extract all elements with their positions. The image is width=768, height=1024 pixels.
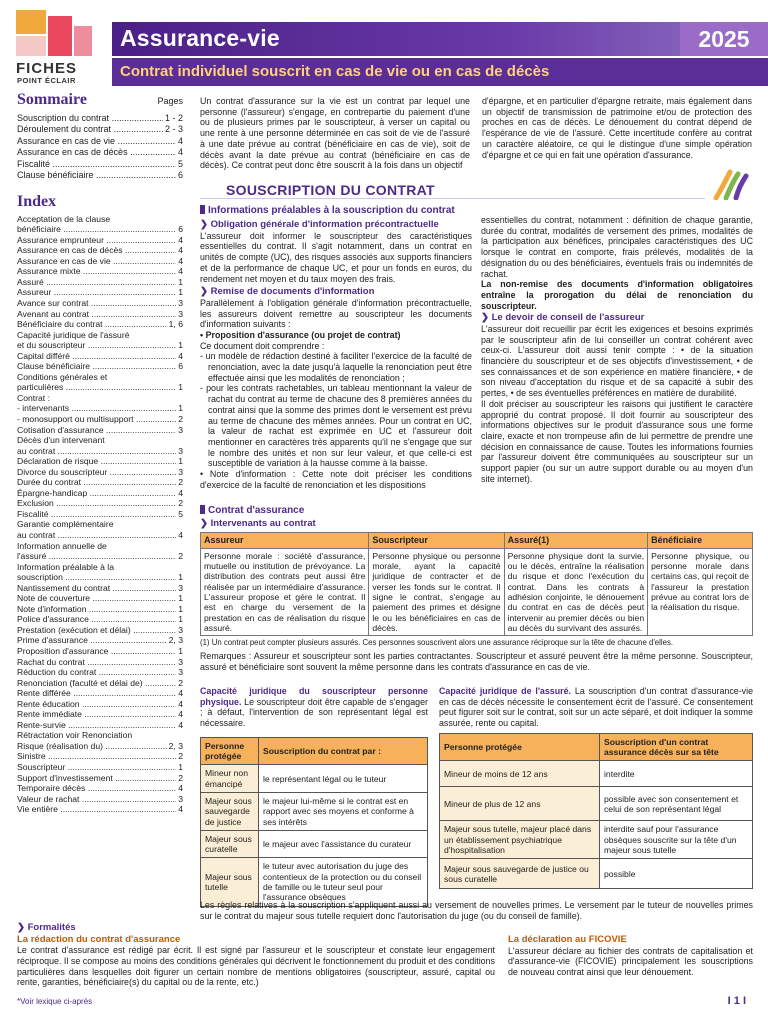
intro bbox=[200, 96, 753, 171]
index-item[interactable] bbox=[17, 709, 183, 720]
index-item-label: Vie entière ..... bbox=[17, 804, 176, 815]
index-item-label: Sinistre ..... bbox=[17, 751, 176, 762]
page-number: I 1 I bbox=[727, 995, 746, 1007]
sommaire-item-label: Clause bénéficiaire ..... bbox=[17, 170, 176, 182]
section-col-left bbox=[200, 205, 472, 491]
index-item-page: 2 bbox=[178, 772, 183, 783]
index-item[interactable] bbox=[17, 403, 183, 414]
t1-h1: Souscription du contrat par : bbox=[259, 737, 428, 765]
index-item-page: 1 bbox=[178, 456, 183, 467]
index-item-label: - monosupport ou multisupport ..... bbox=[17, 414, 176, 425]
index-item-page: 2, 3 bbox=[168, 635, 183, 646]
index-item[interactable] bbox=[17, 551, 183, 562]
logo bbox=[12, 10, 104, 88]
index-item-page: 1 bbox=[178, 287, 183, 298]
index-item-label: et du souscripteur ..... bbox=[17, 340, 176, 351]
bar-icon bbox=[200, 505, 205, 514]
index-item[interactable] bbox=[17, 572, 183, 583]
th-souscripteur: Souscripteur bbox=[369, 532, 504, 548]
index-item[interactable] bbox=[17, 361, 183, 372]
index-item-label: Information préalable à la bbox=[17, 561, 114, 572]
index-item-label: Police d'assurance ..... bbox=[17, 614, 176, 625]
redaction-text: Le contrat d'assurance est rédigé par écrit. Il est signé par l'assureur et le souscripteur et constate leur engagement réciproque. Il se compose au moins des conditions générales qui décrivent le fonctionnement du produit et des conditions particulières dans lesquelles doit figurer un certain nombre de mentions obligatoires (souscripteur, assuré, capital ou rente, garanties, bénéficiaire(s) du capital ou de la rente, etc.) bbox=[17, 945, 495, 988]
index-item[interactable] bbox=[17, 625, 183, 636]
index-item-page bbox=[181, 393, 183, 404]
index-item-label: Contrat : bbox=[17, 392, 50, 403]
sommaire-item[interactable] bbox=[17, 124, 183, 136]
obligation-text: L'assureur doit informer le souscripteur des caractéristiques essentielles du contrat. Il s'agit notamment, dans un contrat en unités de compte (UC), des risques associés aux supports financiers et de la performance de chaque UC, et pour un fonds en euros, du rendement net moyen et du taux moyen des frais. bbox=[200, 230, 472, 284]
sommaire-item-page: 1 - 2 bbox=[164, 112, 183, 123]
th-beneficiaire: Bénéficiaire bbox=[648, 532, 753, 548]
index-item-page: 1 bbox=[178, 403, 183, 414]
index-item-label: Capacité juridique de l'assuré bbox=[17, 329, 130, 340]
index-item-label: Proposition d'assurance ..... bbox=[17, 646, 176, 657]
index-item-page: 3 bbox=[178, 308, 183, 319]
logo-block-red bbox=[48, 16, 72, 56]
t2-r3-k: Majeur sous sauvegarde de justice ou sous curatelle bbox=[440, 859, 600, 889]
index-item-label: Prestation (exécution et délai) ..... bbox=[17, 625, 176, 636]
bar-icon bbox=[200, 205, 205, 214]
index-item[interactable] bbox=[17, 477, 183, 488]
index-item-label: Conditions générales et bbox=[17, 371, 108, 382]
index-item[interactable] bbox=[17, 435, 183, 446]
proposition-intro: Ce document doit comprendre : bbox=[200, 340, 325, 351]
index-item-page: 4 bbox=[178, 350, 183, 361]
index-item[interactable] bbox=[17, 541, 183, 552]
index-item-label: Nantissement du contrat ..... bbox=[17, 583, 176, 594]
index-item-page: 2 bbox=[178, 551, 183, 562]
obligation-title: Obligation générale d'information précontractuelle bbox=[210, 219, 439, 231]
sommaire-item-page: 2 - 3 bbox=[164, 124, 183, 135]
t1-r3-v: le tuteur avec autorisation du juge des contentieux de la protection ou du conseil de famille ou le tuteur seul pour l'assurance obsèques bbox=[259, 858, 428, 906]
index-item-page: 6 bbox=[178, 361, 183, 372]
section-col-right bbox=[481, 215, 753, 484]
index-item-label: Prime d'assurance ..... bbox=[17, 635, 167, 646]
index-item-label: Garantie complémentaire bbox=[17, 519, 114, 530]
index-item-label: Support d'investissement ..... bbox=[17, 773, 176, 784]
left-column bbox=[17, 90, 183, 815]
index-item[interactable] bbox=[17, 762, 183, 773]
sommaire-item[interactable] bbox=[17, 170, 183, 182]
index-item[interactable] bbox=[17, 456, 183, 467]
index-item[interactable] bbox=[17, 804, 183, 815]
index-item-label: Avenant au contrat ..... bbox=[17, 309, 176, 320]
index-item[interactable] bbox=[17, 319, 183, 330]
index-item-page: 1 bbox=[178, 603, 183, 614]
index-item-label: Information annuelle de bbox=[17, 540, 107, 551]
index-item-label: Assurance en cas de décès ..... bbox=[17, 245, 176, 256]
index-item-page bbox=[181, 562, 183, 573]
index-item[interactable] bbox=[17, 372, 183, 383]
index-item[interactable] bbox=[17, 245, 183, 256]
index-item-label: Fiscalité ..... bbox=[17, 509, 176, 520]
t1-r1-v: le majeur lui-même si le contrat est en rapport avec ses moyens et conforme à ses intérêts bbox=[259, 793, 428, 831]
index-item[interactable] bbox=[17, 667, 183, 678]
index-item[interactable] bbox=[17, 224, 183, 235]
index-item-page: 2 bbox=[178, 413, 183, 424]
index-item[interactable] bbox=[17, 688, 183, 699]
intro-col2: d'épargne, et en particulier d'épargne retraite, mais également dans un objectif de transmission de patrimoine et/ou de protection des proches en cas de décès. Le dénouement du contrat dépend de l'espérance de vie de l'assuré. Cette incertitude confère au contrat un caractère aléatoire, ce qui le distingue d'une simple opération d'épargne et ce qui en fait une opération d'assurance. bbox=[482, 96, 752, 160]
sommaire-item-label: Assurance en cas de vie ..... bbox=[17, 136, 176, 148]
index-item[interactable] bbox=[17, 425, 183, 436]
remise-text: Parallèlement à l'obligation générale d'information précontractuelle, les assureurs doivent remettre au souscripteur les documents d'information suivants : bbox=[200, 297, 472, 330]
index-item-page: 1 bbox=[178, 382, 183, 393]
index-item[interactable] bbox=[17, 699, 183, 710]
index-item[interactable] bbox=[17, 467, 183, 478]
formalites-title: Formalités bbox=[27, 922, 76, 933]
sommaire-item-page: 5 bbox=[177, 158, 183, 169]
pages-label: Pages bbox=[157, 96, 183, 106]
ficovie-text: L'assureur déclare au fichier des contrats de capitalisation et d'assurance-vie (FICOVIE) principalement les souscriptions de nouveau contrat ainsi que leur dénouement. bbox=[508, 945, 753, 977]
index-item-label: Exclusion ..... bbox=[17, 498, 176, 509]
index-item-page: 1 bbox=[178, 340, 183, 351]
logo-sub: POINT ÉCLAIR bbox=[17, 76, 76, 85]
index-item[interactable] bbox=[17, 235, 183, 246]
index-item-page: 4 bbox=[178, 709, 183, 720]
header-banner bbox=[112, 22, 768, 56]
index-item-page: 3 bbox=[178, 667, 183, 678]
intro-col1: Un contrat d'assurance sur la vie est un contrat par lequel une personne (l'assureur) s'engage, en contrepartie du paiement d'une ou de plusieurs primes par le souscripteur, à verser un capital ou une rente à une personne déterminée en cas soit de vie de l'assuré à une date prévue au contrat (bénéficiaire en cas de vie), soit de décès avant la date prévue au contrat (bénéficiaire en cas de décès). Ce contrat peut donc être souscrit à la fois dans un objectif bbox=[200, 96, 470, 171]
index-item-label: Assurance en cas de vie ..... bbox=[17, 256, 176, 267]
index-item-page: 4 bbox=[178, 245, 183, 256]
index-item-label: Bénéficiaire du contrat ..... bbox=[17, 319, 167, 330]
logo-block-pink bbox=[16, 36, 46, 56]
cell-souscripteur: Personne physique ou personne morale, ayant la capacité juridique de contracter et de verser les fonds sur le contrat. Il signe le contrat, s'engage au paiement des primes et désigne le ou les bénéficiaires en cas de décès. bbox=[369, 548, 504, 635]
sommaire-item[interactable] bbox=[17, 147, 183, 159]
proposition-item-1: - un modèle de rédaction destiné à faciliter l'exercice de la faculté de renonciation, avec la date jusqu'à laquelle la renonciation peut être effectuée ainsi que les modalités de renonciation ; bbox=[200, 351, 472, 383]
sommaire-item-page: 4 bbox=[177, 147, 183, 158]
index-item-page: 6 bbox=[178, 224, 183, 235]
index-item-page: 4 bbox=[178, 804, 183, 815]
index-item-label: Décès d'un intervenant bbox=[17, 435, 105, 446]
sommaire-item[interactable] bbox=[17, 136, 183, 148]
footnote: (1) Un contrat peut compter plusieurs assurés. Ces personnes souscrivent alors une assurance réciproque sur la tête de chacune d'elles. bbox=[200, 638, 674, 648]
index-item[interactable] bbox=[17, 678, 183, 689]
index-item-page bbox=[181, 435, 183, 446]
index-item-label: Déclaration de risque ..... bbox=[17, 456, 176, 467]
index-item[interactable] bbox=[17, 287, 183, 298]
index-item[interactable] bbox=[17, 783, 183, 794]
index-item[interactable] bbox=[17, 414, 183, 425]
souscripteur-table bbox=[200, 737, 428, 907]
subtitle-band bbox=[112, 58, 768, 86]
t1-r0-v: le représentant légal ou le tuteur bbox=[259, 765, 428, 793]
index-item-page: 4 bbox=[178, 266, 183, 277]
index-item-label: Divorce du souscripteur ..... bbox=[17, 467, 176, 478]
index-item[interactable] bbox=[17, 498, 183, 509]
index-item-page: 2, 3 bbox=[168, 740, 183, 751]
capacite-assure-title: Capacité juridique de l'assuré. bbox=[439, 686, 572, 696]
index-item-label: Capital différé ..... bbox=[17, 351, 176, 362]
cell-assureur: Personne morale : société d'assurance, mutuelle ou institution de prévoyance. La distribution des contrats peut aussi être réalisée par un intermédiaire d'assurance. L'assureur propose et gère le contrat. Il est en charge du versement de la prestation en cas de réalisation du risque assuré. bbox=[201, 548, 369, 635]
index-item-label: Note de couverture ..... bbox=[17, 593, 176, 604]
index-item-page bbox=[181, 730, 183, 741]
section-title: SOUSCRIPTION DU CONTRAT bbox=[226, 182, 435, 198]
index-item-page: 4 bbox=[178, 487, 183, 498]
formalites bbox=[17, 922, 495, 988]
index-list bbox=[17, 214, 183, 815]
index-item-page: 3 bbox=[178, 793, 183, 804]
chevron-right-icon: ❯ bbox=[200, 518, 208, 530]
conseil-text: L'assureur doit recueillir par écrit les exigences et besoins exprimés par le souscripteur afin de lui conseiller un contrat cohérent avec ceux-ci. L'assureur doit aussi tenir compte : • de la situation financière du souscripteur et de ses objectifs d'investissement, • de ses connaissances et de son expérience en matière financière, • de son niveau d'acceptation du risque et de sa capacité à subir des pertes, • de ses éventuelles préférences en matière de durabilité. bbox=[481, 323, 753, 399]
sommaire-item[interactable] bbox=[17, 159, 183, 171]
redaction-title: La rédaction du contrat d'assurance bbox=[17, 933, 181, 945]
remise-title: Remise de documents d'information bbox=[210, 286, 375, 298]
intervenants-title: Intervenants au contrat bbox=[210, 518, 316, 530]
index-item-label: Assurance emprunteur ..... bbox=[17, 235, 176, 246]
t1-r0-k: Mineur non émancipé bbox=[201, 765, 259, 793]
index-item-page: 1 bbox=[178, 593, 183, 604]
ficovie-title: La déclaration au FICOVIE bbox=[508, 934, 627, 945]
index-item-label: Risque (réalisation du) ..... bbox=[17, 741, 167, 752]
note-continued: essentielles du contrat, notamment : définition de chaque garantie, durée du contrat, modalités de versement des primes, modalités de la participation aux bénéfices, principales caractéristiques des UC lorsque le contrat en comporte, frais prélevés, modalités de la désignation du ou des bénéficiaires, éventuels frais ou indemnités de rachat. bbox=[481, 215, 753, 279]
t2-r2-v: interdite sauf pour l'assurance obsèques souscrite sur la tête d'un majeur sous tutelle bbox=[600, 821, 753, 859]
cell-beneficiaire: Personne physique, ou personne morale dans certains cas, qui reçoit de l'assureur la prestation prévue au contrat lors de la réalisation du risque. bbox=[648, 548, 753, 635]
t2-h0: Personne protégée bbox=[440, 733, 600, 761]
t2-r1-k: Mineur de plus de 12 ans bbox=[440, 787, 600, 821]
capacite-souscripteur bbox=[200, 686, 428, 907]
index-item-page: 3 bbox=[178, 445, 183, 456]
index-item-label: Souscripteur ..... bbox=[17, 762, 176, 773]
sommaire-list bbox=[17, 113, 183, 183]
index-item[interactable] bbox=[17, 635, 183, 646]
th-assure: Assuré(1) bbox=[504, 532, 648, 548]
index-item-page: 1, 6 bbox=[168, 319, 183, 330]
conseil-text-2: Il doit préciser au souscripteur les raisons qui justifient le caractère approprié du contrat proposé. Il doit fournir au souscripteur des informations objectives sur le produit d'assurance sous une forme claire, exacte et non trompeuse afin de lui permettre de prendre une décision en connaissance de cause. Toutes les informations fournies par l'assureur doivent être communiquées au souscripteur sur un support papier (ou sur un autre support durable ou au moyen d'un site internet). bbox=[481, 398, 753, 484]
year-badge: 2025 bbox=[680, 22, 768, 56]
index-item-label: Rétractation voir Renonciation bbox=[17, 730, 133, 741]
index-item[interactable] bbox=[17, 720, 183, 731]
page-subtitle: Contrat individuel souscrit en cas de vie ou en cas de décès bbox=[120, 63, 550, 80]
sommaire-item-label: Déroulement du contrat ..... bbox=[17, 124, 163, 136]
index-item-label: Rente immédiate ..... bbox=[17, 709, 176, 720]
index-item[interactable] bbox=[17, 446, 183, 457]
index-item-label: souscription ..... bbox=[17, 572, 176, 583]
intervenants-table bbox=[200, 532, 753, 636]
index-item-label: Avance sur contrat ..... bbox=[17, 298, 176, 309]
index-item-page bbox=[181, 214, 183, 225]
capacite-assure-text: La souscription d'un contrat d'assurance-vie en cas de décès nécessite le consentement écrit de l'assuré. Ce consentement peut figurer soit sur le contrat, soit sur un acte séparé, et doit indiquer la somme assurée, rente ou capital. bbox=[439, 686, 754, 729]
index-item-label: Assureur ..... bbox=[17, 287, 176, 298]
index-item-page: 4 bbox=[178, 530, 183, 540]
regles-text: Les règles relatives à la souscription s'appliquent aussi au versement de nouvelles primes. Le versement par le tuteur de nouvelles primes sur le contrat du majeur sous tutelle requiert donc l'autorisation du juge (ou du conseil de famille). bbox=[200, 900, 753, 921]
regles bbox=[200, 900, 753, 921]
index-item-page: 2 bbox=[178, 498, 183, 509]
index-item-page bbox=[181, 541, 183, 552]
index-item-page: 4 bbox=[178, 783, 183, 794]
t1-r2-v: le majeur avec l'assistance du curateur bbox=[259, 830, 428, 858]
index-item[interactable] bbox=[17, 751, 183, 762]
index-item-label: Clause bénéficiaire ..... bbox=[17, 361, 176, 372]
info-title: Informations préalables à la souscription du contrat bbox=[208, 205, 455, 216]
capacite-souscripteur-title: Capacité juridique du souscripteur personne physique. bbox=[200, 686, 428, 707]
index-item-page: 1 bbox=[178, 572, 183, 583]
index-item-label: - intervenants ..... bbox=[17, 403, 176, 414]
index-item-label: Valeur de rachat ..... bbox=[17, 794, 176, 805]
index-item-label: particulières ..... bbox=[17, 382, 176, 393]
index-item-page: 3 bbox=[178, 656, 183, 667]
index-item-label: bénéficiaire ..... bbox=[17, 224, 176, 235]
index-item-page: 4 bbox=[178, 719, 183, 730]
index-item-page: 2 bbox=[178, 751, 183, 762]
index-item-label: Rente-survie ..... bbox=[17, 720, 176, 731]
index-item-label: Durée du contrat ..... bbox=[17, 477, 176, 488]
index-item[interactable] bbox=[17, 309, 183, 320]
lexique-note: *Voir lexique ci-après bbox=[17, 997, 93, 1006]
index-item[interactable] bbox=[17, 330, 183, 341]
index-item-label: Rachat du contrat ..... bbox=[17, 657, 176, 668]
sommaire-item-page: 6 bbox=[177, 170, 183, 181]
index-item[interactable] bbox=[17, 488, 183, 499]
t1-h0: Personne protégée bbox=[201, 737, 259, 765]
non-remise: La non-remise des documents d'information obligatoires entraîne la prorogation du délai de renonciation du souscripteur. bbox=[481, 279, 753, 311]
index-item[interactable] bbox=[17, 773, 183, 784]
index-item[interactable] bbox=[17, 214, 183, 225]
sommaire-title: Sommaire bbox=[17, 91, 87, 108]
index-item[interactable] bbox=[17, 530, 183, 541]
contrat-title: Contrat d'assurance bbox=[208, 505, 305, 516]
index-item-page: 4 bbox=[178, 234, 183, 245]
index-item[interactable] bbox=[17, 794, 183, 805]
index-item[interactable] bbox=[17, 593, 183, 604]
index-item[interactable] bbox=[17, 266, 183, 277]
index-item-page: 3 bbox=[178, 297, 183, 308]
index-item-label: Renonciation (faculté et délai de) ..... bbox=[17, 678, 176, 689]
index-item[interactable] bbox=[17, 604, 183, 615]
index-item[interactable] bbox=[17, 382, 183, 393]
index-item[interactable] bbox=[17, 646, 183, 657]
index-title: Index bbox=[17, 193, 57, 211]
index-item-label: Épargne-handicap ..... bbox=[17, 488, 176, 499]
assure-table bbox=[439, 733, 753, 889]
index-item[interactable] bbox=[17, 340, 183, 351]
index-item-page: 3 bbox=[178, 582, 183, 593]
t2-r1-v: possible avec son consentement et celui de son représentant légal bbox=[600, 787, 753, 821]
index-item[interactable] bbox=[17, 351, 183, 362]
t1-r3-k: Majeur sous tutelle bbox=[201, 858, 259, 906]
index-item-label: Assuré ..... bbox=[17, 277, 176, 288]
index-item[interactable] bbox=[17, 509, 183, 520]
capacite-souscripteur-text: Le souscripteur doit être capable de s'engager ; à défaut, l'intervention de son représentant légal est nécessaire. bbox=[200, 696, 428, 729]
index-item-page: 1 bbox=[178, 646, 183, 657]
t2-r3-v: possible bbox=[600, 859, 753, 889]
index-item-page: 2 bbox=[178, 477, 183, 488]
index-item-page bbox=[181, 519, 183, 530]
index-item[interactable] bbox=[17, 393, 183, 404]
index-item[interactable] bbox=[17, 614, 183, 625]
index-item[interactable] bbox=[17, 298, 183, 309]
index-item[interactable] bbox=[17, 519, 183, 530]
chevron-right-icon: ❯ bbox=[200, 286, 208, 298]
index-item-label: Cotisation d'assurance ..... bbox=[17, 425, 176, 436]
logo-word: FICHES bbox=[16, 60, 78, 77]
logo-block-orange bbox=[16, 10, 46, 34]
index-item-page: 3 bbox=[178, 466, 183, 477]
index-item-label: Acceptation de la clause bbox=[17, 213, 111, 224]
index-item-label: au contrat ..... bbox=[17, 446, 176, 457]
ficovie bbox=[508, 934, 753, 978]
index-item-page: 1 bbox=[178, 276, 183, 287]
index-item[interactable] bbox=[17, 741, 183, 752]
index-item-page: 3 bbox=[178, 624, 183, 635]
capacite-assure bbox=[439, 686, 753, 889]
index-item[interactable] bbox=[17, 730, 183, 741]
section-divider bbox=[200, 198, 705, 199]
index-item-label: Rente éducation ..... bbox=[17, 699, 176, 710]
index-item-label: Temporaire décès ..... bbox=[17, 783, 176, 794]
index-item[interactable] bbox=[17, 256, 183, 267]
conseil-title: Le devoir de conseil de l'assureur bbox=[491, 312, 645, 324]
index-item-page: 4 bbox=[178, 255, 183, 266]
sommaire-item[interactable] bbox=[17, 113, 183, 125]
index-item-page bbox=[181, 372, 183, 383]
index-item-label: l'assuré ..... bbox=[17, 551, 176, 562]
cell-assure: Personne physique dont la survie, ou le décès, entraîne la réalisation du risque et donc l'exécution du contrat. Dans les contrats à adhésion conjointe, le dénouement du contrat en cas de décès peut intervenir au premier décès ou bien au décès du survivant des assurés. bbox=[504, 548, 648, 635]
proposition-item-2: - pour les contrats rachetables, un tableau mentionnant la valeur de rachat du contrat au terme de chacune des 8 premières années du contrat ainsi que la somme des primes dont le versement est prévu au terme de chacune des mêmes années. Pour un contrat en UC, la valeur de rachat est exprimée en UC et l'assureur doit mentionner en caractères très apparents qu'il ne s'engage que sur le nombre des unités et non sur leur valeur, et que celle-ci est susceptible de variation à la hausse comme à la baisse. bbox=[200, 383, 472, 469]
index-item[interactable] bbox=[17, 657, 183, 668]
t1-r1-k: Majeur sous sauvegarde de justice bbox=[201, 793, 259, 831]
proposition-title: • Proposition d'assurance (ou projet de contrat) bbox=[200, 329, 401, 340]
contrat-block bbox=[200, 505, 753, 672]
index-item[interactable] bbox=[17, 277, 183, 288]
index-item-page: 1 bbox=[178, 614, 183, 625]
th-assureur: Assureur bbox=[201, 532, 369, 548]
index-item-page: 4 bbox=[178, 688, 183, 699]
chevron-right-icon: ❯ bbox=[200, 219, 208, 231]
index-item-page: 2 bbox=[178, 677, 183, 688]
sommaire-item-label: Souscription du contrat ..... bbox=[17, 113, 163, 125]
index-item-label: Note d'information ..... bbox=[17, 604, 176, 615]
sommaire-item-page: 4 bbox=[177, 135, 183, 146]
page-title: Assurance-vie bbox=[120, 25, 280, 51]
t2-r0-k: Mineur de moins de 12 ans bbox=[440, 761, 600, 787]
index-item-label: Rente différée ..... bbox=[17, 688, 176, 699]
t1-r2-k: Majeur sous curatelle bbox=[201, 830, 259, 858]
index-item-page: 1 bbox=[178, 762, 183, 773]
index-item[interactable] bbox=[17, 562, 183, 573]
index-item-label: Réduction du contrat ..... bbox=[17, 667, 176, 678]
chevron-right-icon: ❯ bbox=[17, 922, 25, 933]
t2-h1: Souscription d'un contrat assurance décès sur sa tête bbox=[600, 733, 753, 761]
index-item-label: au contrat ..... bbox=[17, 530, 176, 541]
sommaire-item-label: Assurance en cas de décès ..... bbox=[17, 147, 176, 159]
note-information: • Note d'information : Cette note doit préciser les conditions d'exercice de la faculté de renonciation et les dispositions bbox=[200, 469, 472, 490]
logo-block-rose bbox=[74, 26, 92, 56]
index-item-page: 4 bbox=[178, 698, 183, 709]
brush-decoration-icon bbox=[712, 168, 752, 200]
index-item-page bbox=[181, 330, 183, 341]
index-item-page: 5 bbox=[178, 508, 183, 519]
t2-r0-v: interdite bbox=[600, 761, 753, 787]
chevron-right-icon: ❯ bbox=[481, 312, 489, 324]
index-item[interactable] bbox=[17, 583, 183, 594]
remarques: Remarques : Assureur et souscripteur sont les parties contractantes. Souscripteur et assuré peuvent être la même personne. Souscripteur, assuré et bénéficiaire sont souvent la même personne dans les contrats d'assurance en cas de vie. bbox=[200, 650, 753, 672]
t2-r2-k: Majeur sous tutelle, majeur placé dans un établissement psychiatrique d'hospitalisation bbox=[440, 821, 600, 859]
index-item-label: Assurance mixte ..... bbox=[17, 266, 176, 277]
index-item-page: 3 bbox=[178, 424, 183, 435]
sommaire-item-label: Fiscalité ..... bbox=[17, 159, 176, 171]
